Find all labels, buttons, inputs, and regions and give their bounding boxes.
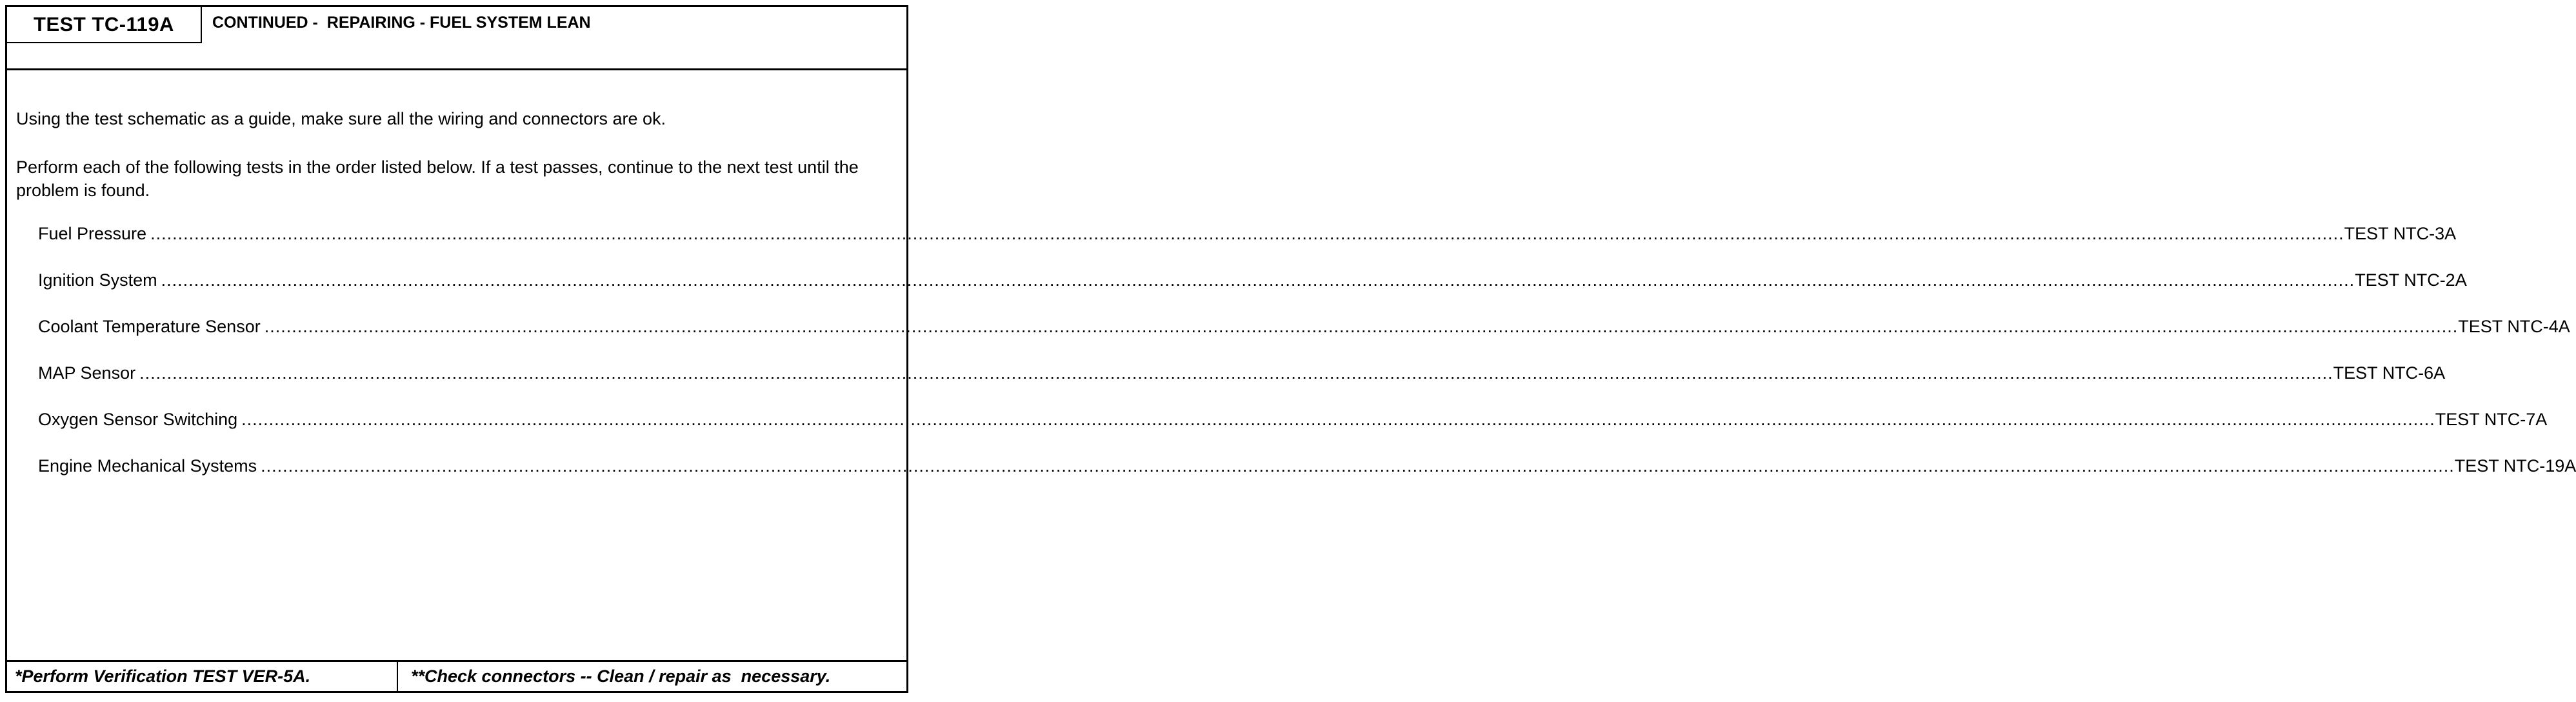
test-reference: TEST NTC-7A [2435, 410, 2548, 429]
test-row [38, 270, 2467, 317]
test-name: Ignition System [38, 270, 157, 290]
footer [7, 660, 906, 691]
test-name: Engine Mechanical Systems [38, 456, 257, 476]
dot-leader: ................................................................................................................................................................................................................................................................................................................................................................................................................ [139, 363, 2333, 383]
page-title: CONTINUED - REPAIRING - FUEL SYSTEM LEAN [212, 14, 591, 32]
test-id: TEST TC-119A [7, 7, 202, 43]
test-reference: TEST NTC-3A [2344, 224, 2457, 243]
test-reference: TEST NTC-4A [2458, 317, 2570, 336]
test-row [38, 410, 2548, 456]
test-name: Oxygen Sensor Switching [38, 410, 238, 429]
connector-note: **Check connectors -- Clean / repair as necessary. [411, 667, 831, 686]
dot-leader: ................................................................................................................................................................................................................................................................................................................................................................................................................ [264, 317, 2459, 336]
test-row [38, 317, 2570, 363]
test-row [38, 456, 2576, 503]
instruction-paragraph-1: Using the test schematic as a guide, make sure all the wiring and connectors are ok. [16, 109, 666, 128]
test-procedure-page [5, 5, 2576, 693]
test-reference: TEST NTC-6A [2333, 363, 2446, 383]
header [7, 7, 906, 70]
dot-leader: ................................................................................................................................................................................................................................................................................................................................................................................................................ [261, 456, 2455, 476]
instruction-paragraph-2: Perform each of the following tests in the order listed below. If a test passes, continue to the next test until the problem is found. [16, 157, 859, 200]
test-name: Coolant Temperature Sensor [38, 317, 261, 336]
dot-leader: ................................................................................................................................................................................................................................................................................................................................................................................................................ [161, 270, 2355, 290]
test-name: Fuel Pressure [38, 224, 147, 243]
test-list [38, 224, 2576, 503]
test-name: MAP Sensor [38, 363, 136, 383]
test-reference: TEST NTC-19A [2454, 456, 2576, 476]
test-reference: TEST NTC-2A [2355, 270, 2467, 290]
verification-note: *Perform Verification TEST VER-5A. [7, 662, 398, 691]
dot-leader: ................................................................................................................................................................................................................................................................................................................................................................................................................ [150, 224, 2344, 243]
dot-leader: ................................................................................................................................................................................................................................................................................................................................................................................................................ [241, 410, 2435, 429]
test-row [38, 224, 2457, 270]
test-row [38, 363, 2446, 410]
